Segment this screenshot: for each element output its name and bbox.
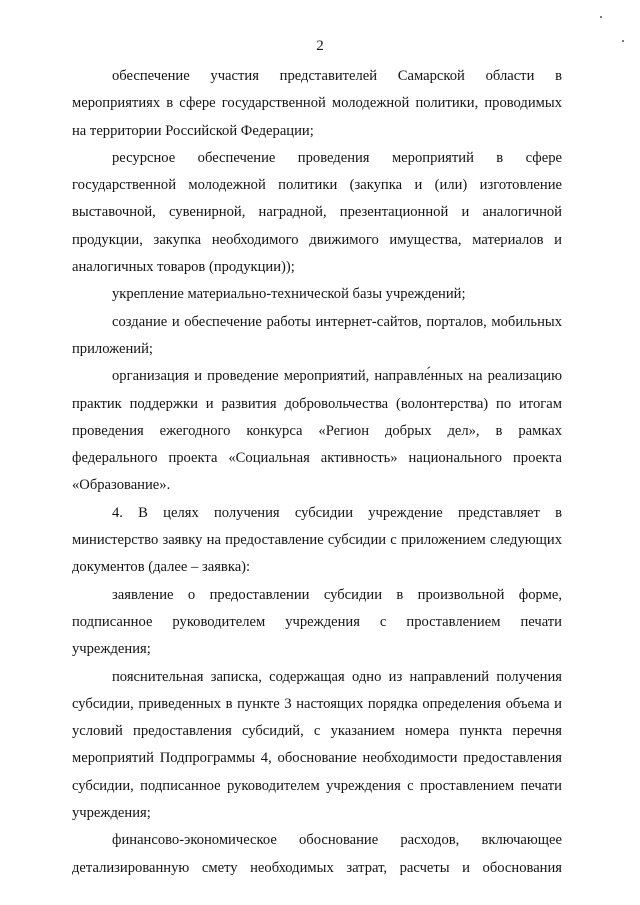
paragraph-explanatory-note: пояснительная записка, содержащая одно из направлений получения субсидии, приведенных в пункте 3 настоящих порядка определения объема и условий предоставления субсидий, с указанием номера пункта перечня мероприятий Подпрограммы 4, обоснование необходимости предоставления субсидии, подписанное руководителем учреждения с проставлением печати учреждения;: [72, 668, 562, 822]
paragraph-application: заявление о предоставлении субсидии в произвольной форме, подписанное руководителем учреждения с проставлением печати учреждения;: [72, 586, 562, 658]
scan-speck: [600, 16, 602, 18]
paragraph-material-base: укрепление материально-технической базы учреждений;: [112, 286, 466, 303]
paragraph-websites: создание и обеспечение работы интернет-сайтов, порталов, мобильных приложений;: [72, 313, 562, 357]
paragraph-volunteering-events: организация и проведение мероприятий, направле́нных на реализацию практик поддержки и развития добровольчества (волонтерства) по итогам проведения ежегодного конкурса «Регион добрых дел», в рамках федерального проекта «Социальная активность» национального проекта «Образование».: [72, 368, 562, 494]
paragraph-resource-support: ресурсное обеспечение проведения мероприятий в сфере государственной молодежной политики (закупка и (или) изготовление выставочной, сувенирной, наградной, презентационной и аналогичной продукции, закупка необходимого движимого имущества, материалов и аналогичных товаров (продукции));: [72, 149, 562, 276]
page-number: 2: [316, 38, 324, 54]
paragraph-financial-justification: финансово-экономическое обоснование расходов, включающее детализированную смету необходимых затрат, расчеты и обоснования: [72, 832, 562, 876]
paragraph-item-4: 4. В целях получения субсидии учреждение представляет в министерство заявку на предоставление субсидии с приложением следующих документов (далее – заявка):: [72, 504, 562, 576]
paragraph-youth-policy-participation: обеспечение участия представителей Самарской области в мероприятиях в сфере государственной молодежной политики, проводимых на территории Российской Федерации;: [72, 68, 562, 139]
scan-speck: [622, 40, 624, 42]
document-body: [72, 63, 562, 882]
